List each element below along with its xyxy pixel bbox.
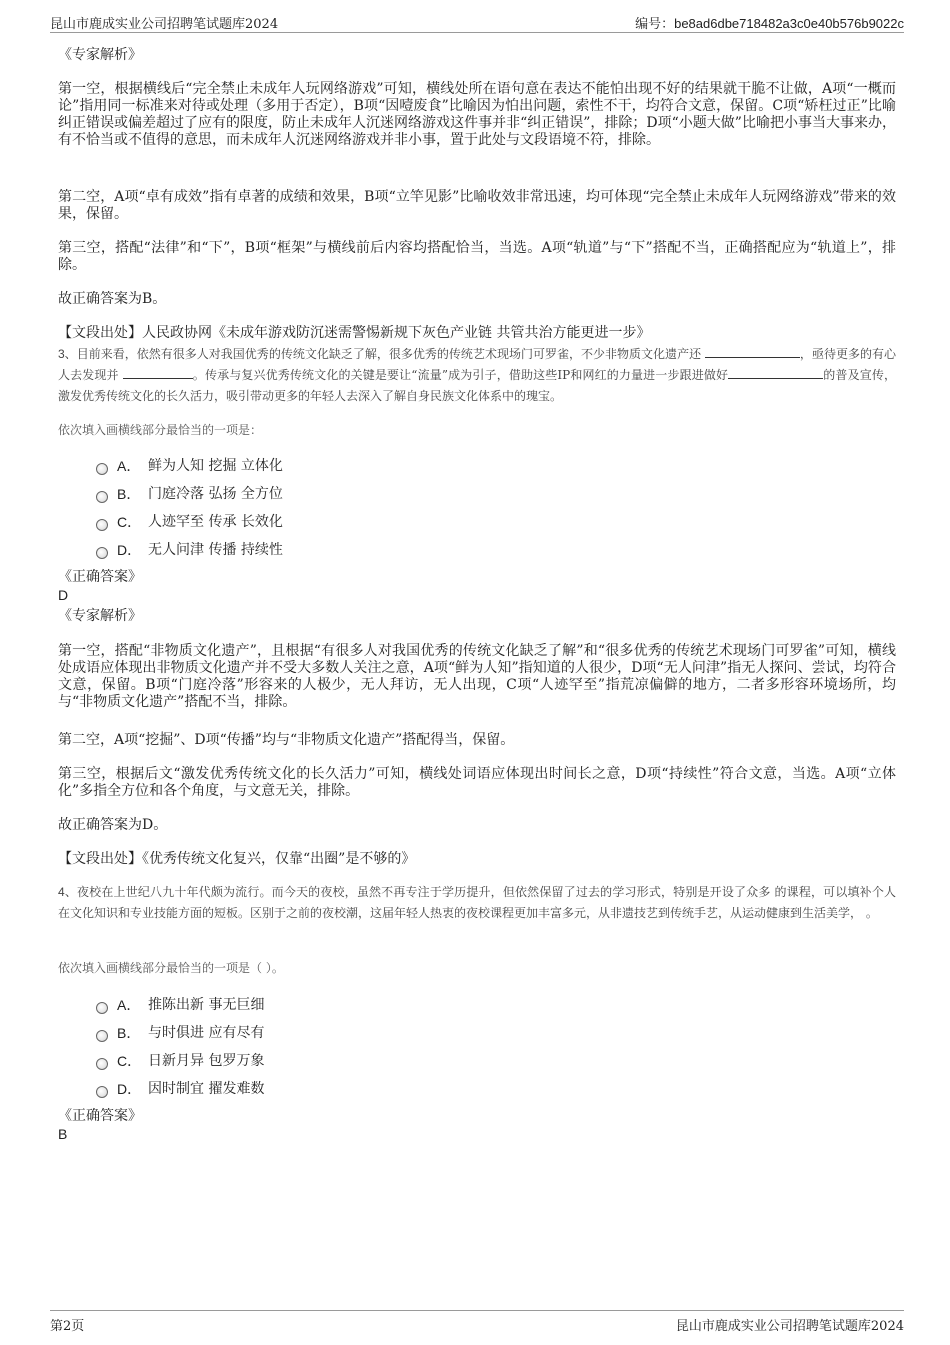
q4-options bbox=[96, 991, 496, 1103]
q3-text-3: 。传承与复兴优秀传统文化的关键是要让“流量”成为引子，借助这些IP和网红的力量进一步跟进做好 bbox=[192, 368, 729, 382]
q2-analysis-label: 《专家解析》 bbox=[58, 47, 142, 63]
radio-icon[interactable] bbox=[96, 1086, 108, 1098]
footer-page-number: 第2页 bbox=[50, 1319, 85, 1334]
radio-icon[interactable] bbox=[96, 1030, 108, 1042]
footer-title: 昆山市鹿成实业公司招聘笔试题库2024 bbox=[675, 1319, 904, 1334]
option-text: 无人问津 传播 持续性 bbox=[148, 542, 283, 558]
option-letter: A． bbox=[117, 997, 141, 1013]
q3-option-c[interactable] bbox=[96, 508, 496, 536]
q3-blank-3 bbox=[728, 366, 823, 379]
option-text: 推陈出新 事无巨细 bbox=[148, 997, 265, 1013]
radio-icon[interactable] bbox=[96, 1058, 108, 1070]
q2-conclusion: 故正确答案为B。 bbox=[58, 291, 167, 307]
q3-option-a[interactable] bbox=[96, 452, 496, 480]
q3-options bbox=[96, 452, 496, 564]
header-code-value: be8ad6dbe718482a3c0e40b576b9022c bbox=[674, 16, 904, 31]
q2-analysis-p3: 第三空，搭配“法律”和“下”，B项“框架”与横线前后内容均搭配恰当，当选。A项“轨道”与“下”搭配不当，正确搭配应为“轨道上”，排除。 bbox=[58, 240, 896, 273]
option-letter: C． bbox=[117, 514, 142, 530]
q3-analysis-p3: 第三空，根据后文“激发优秀传统文化的长久活力”可知，横线处词语应体现出时间长之意，D项“持续性”符合文意，当选。A项“立体化”多指全方位和各个角度，与文意无关，排除。 bbox=[58, 766, 896, 799]
radio-icon[interactable] bbox=[96, 491, 108, 503]
option-letter: A． bbox=[117, 458, 141, 474]
q4-answer-label: 《正确答案》 bbox=[58, 1108, 142, 1124]
q3-answer: D bbox=[58, 587, 69, 603]
option-text: 鲜为人知 挖掘 立体化 bbox=[148, 458, 283, 474]
option-letter: B． bbox=[117, 1025, 141, 1041]
q4-option-b[interactable] bbox=[96, 1019, 496, 1047]
q3-blank-1 bbox=[705, 345, 800, 358]
q3-text-2: ，亟待更多的有心人去发现并 bbox=[58, 347, 896, 382]
q3-analysis-p1: 第一空，搭配“非物质文化遗产”，且根据“有很多人对我国优秀的传统文化缺乏了解”和“很多优秀的传统艺术现场门可罗雀”可知，横线处成语应体现出非物质文化遗产并不受大多数人关注之意，A项“鲜为人知”指知道的人很少，D项“无人问津”指无人探问、尝试，均符合文意，保留。B项“门庭冷落”形容来的人极少，无人拜访，无人出现，C项“人迹罕至”指荒凉偏僻的地方，二者多形容环境场所，均与“非物质文化遗产”搭配不当，排除。 bbox=[58, 643, 896, 710]
radio-icon[interactable] bbox=[96, 463, 108, 475]
radio-icon[interactable] bbox=[96, 1002, 108, 1014]
q4-option-d[interactable] bbox=[96, 1075, 496, 1103]
option-letter: D． bbox=[117, 542, 142, 558]
q3-blank-2 bbox=[123, 366, 193, 379]
q2-source: 【文段出处】人民政协网《未成年游戏防沉迷需警惕新规下灰色产业链 共管共治方能更进一步》 bbox=[58, 325, 651, 341]
option-text: 因时制宜 擢发难数 bbox=[148, 1081, 265, 1097]
q4-answer: B bbox=[58, 1126, 68, 1142]
q4-text: 夜校在上世纪八九十年代颇为流行。而今天的夜校，虽然不再专注于学历提升，但依然保留了过去的学习形式，特别是开设了众多 的课程，可以填补个人在文化知识和专业技能方面的短板。区别于之前的夜校潮，这届年轻人热衷的夜校课程更加丰富多元，从非遗技艺到传统手艺，从运动健康到生活美学， 。 bbox=[58, 885, 896, 920]
q4-option-c[interactable] bbox=[96, 1047, 496, 1075]
q3-conclusion: 故正确答案为D。 bbox=[58, 817, 168, 833]
q3-number: 3、 bbox=[58, 347, 77, 361]
radio-icon[interactable] bbox=[96, 519, 108, 531]
q3-analysis-p2: 第二空，A项“挖掘”、D项“传播”均与“非物质文化遗产”搭配得当，保留。 bbox=[58, 732, 515, 748]
q2-analysis-p1: 第一空，根据横线后“完全禁止未成年人玩网络游戏”可知，横线处所在语句意在表达不能怕出现不好的结果就干脆不让做，A项“一概而论”指用同一标准来对待或处理（多用于否定），B项“因噎废食”比喻因为怕出问题，索性不干，均符合文意，保留。C项“矫枉过正”比喻纠正错误或偏差超过了应有的限度，防止未成年人沉迷网络游戏这件事并非“纠正错误”，排除；D项“小题大做”比喻把小事当大事来办，有不恰当或不值得的意思，而未成年人沉迷网络游戏并非小事，置于此处与文段语境不符，排除。 bbox=[58, 81, 896, 148]
option-letter: B． bbox=[117, 486, 141, 502]
q3-option-d[interactable] bbox=[96, 536, 496, 564]
q4-option-a[interactable] bbox=[96, 991, 496, 1019]
q3-source: 【文段出处】《优秀传统文化复兴，仅靠“出圈”是不够的》 bbox=[58, 851, 416, 867]
option-text: 日新月异 包罗万象 bbox=[148, 1053, 265, 1069]
q3-question bbox=[58, 344, 896, 407]
option-letter: C． bbox=[117, 1053, 142, 1069]
header-title: 昆山市鹿成实业公司招聘笔试题库2024 bbox=[50, 17, 279, 32]
q4-prompt: 依次填入画横线部分最恰当的一项是（ ）。 bbox=[58, 961, 284, 975]
header-code-label: 编号： bbox=[635, 17, 675, 32]
page-footer bbox=[50, 1310, 904, 1332]
q3-option-b[interactable] bbox=[96, 480, 496, 508]
q3-prompt: 依次填入画横线部分最恰当的一项是： bbox=[58, 423, 263, 437]
option-letter: D． bbox=[117, 1081, 142, 1097]
q4-question bbox=[58, 882, 896, 924]
q2-analysis-p2: 第二空，A项“卓有成效”指有卓著的成绩和效果，B项“立竿见影”比喻收效非常迅速，均可体现“完全禁止未成年人玩网络游戏”带来的效果，保留。 bbox=[58, 189, 896, 222]
header-code bbox=[635, 13, 904, 32]
option-text: 与时俱进 应有尽有 bbox=[148, 1025, 265, 1041]
radio-icon[interactable] bbox=[96, 547, 108, 559]
q3-text-1: 目前来看，依然有很多人对我国优秀的传统文化缺乏了解，很多优秀的传统艺术现场门可罗雀，不少非物质文化遗产还 bbox=[76, 347, 702, 361]
q4-number: 4、 bbox=[58, 885, 78, 899]
page-header bbox=[50, 13, 904, 33]
q3-analysis-label: 《专家解析》 bbox=[58, 608, 142, 624]
option-text: 人迹罕至 传承 长效化 bbox=[148, 514, 283, 530]
q3-answer-label: 《正确答案》 bbox=[58, 569, 142, 585]
q3-text-4: 的普及宣传，激发优秀传统文化的长久活力，吸引带动更多的年轻人去深入了解自身民族文化体系中的瑰宝。 bbox=[58, 368, 896, 403]
option-text: 门庭冷落 弘扬 全方位 bbox=[148, 486, 283, 502]
